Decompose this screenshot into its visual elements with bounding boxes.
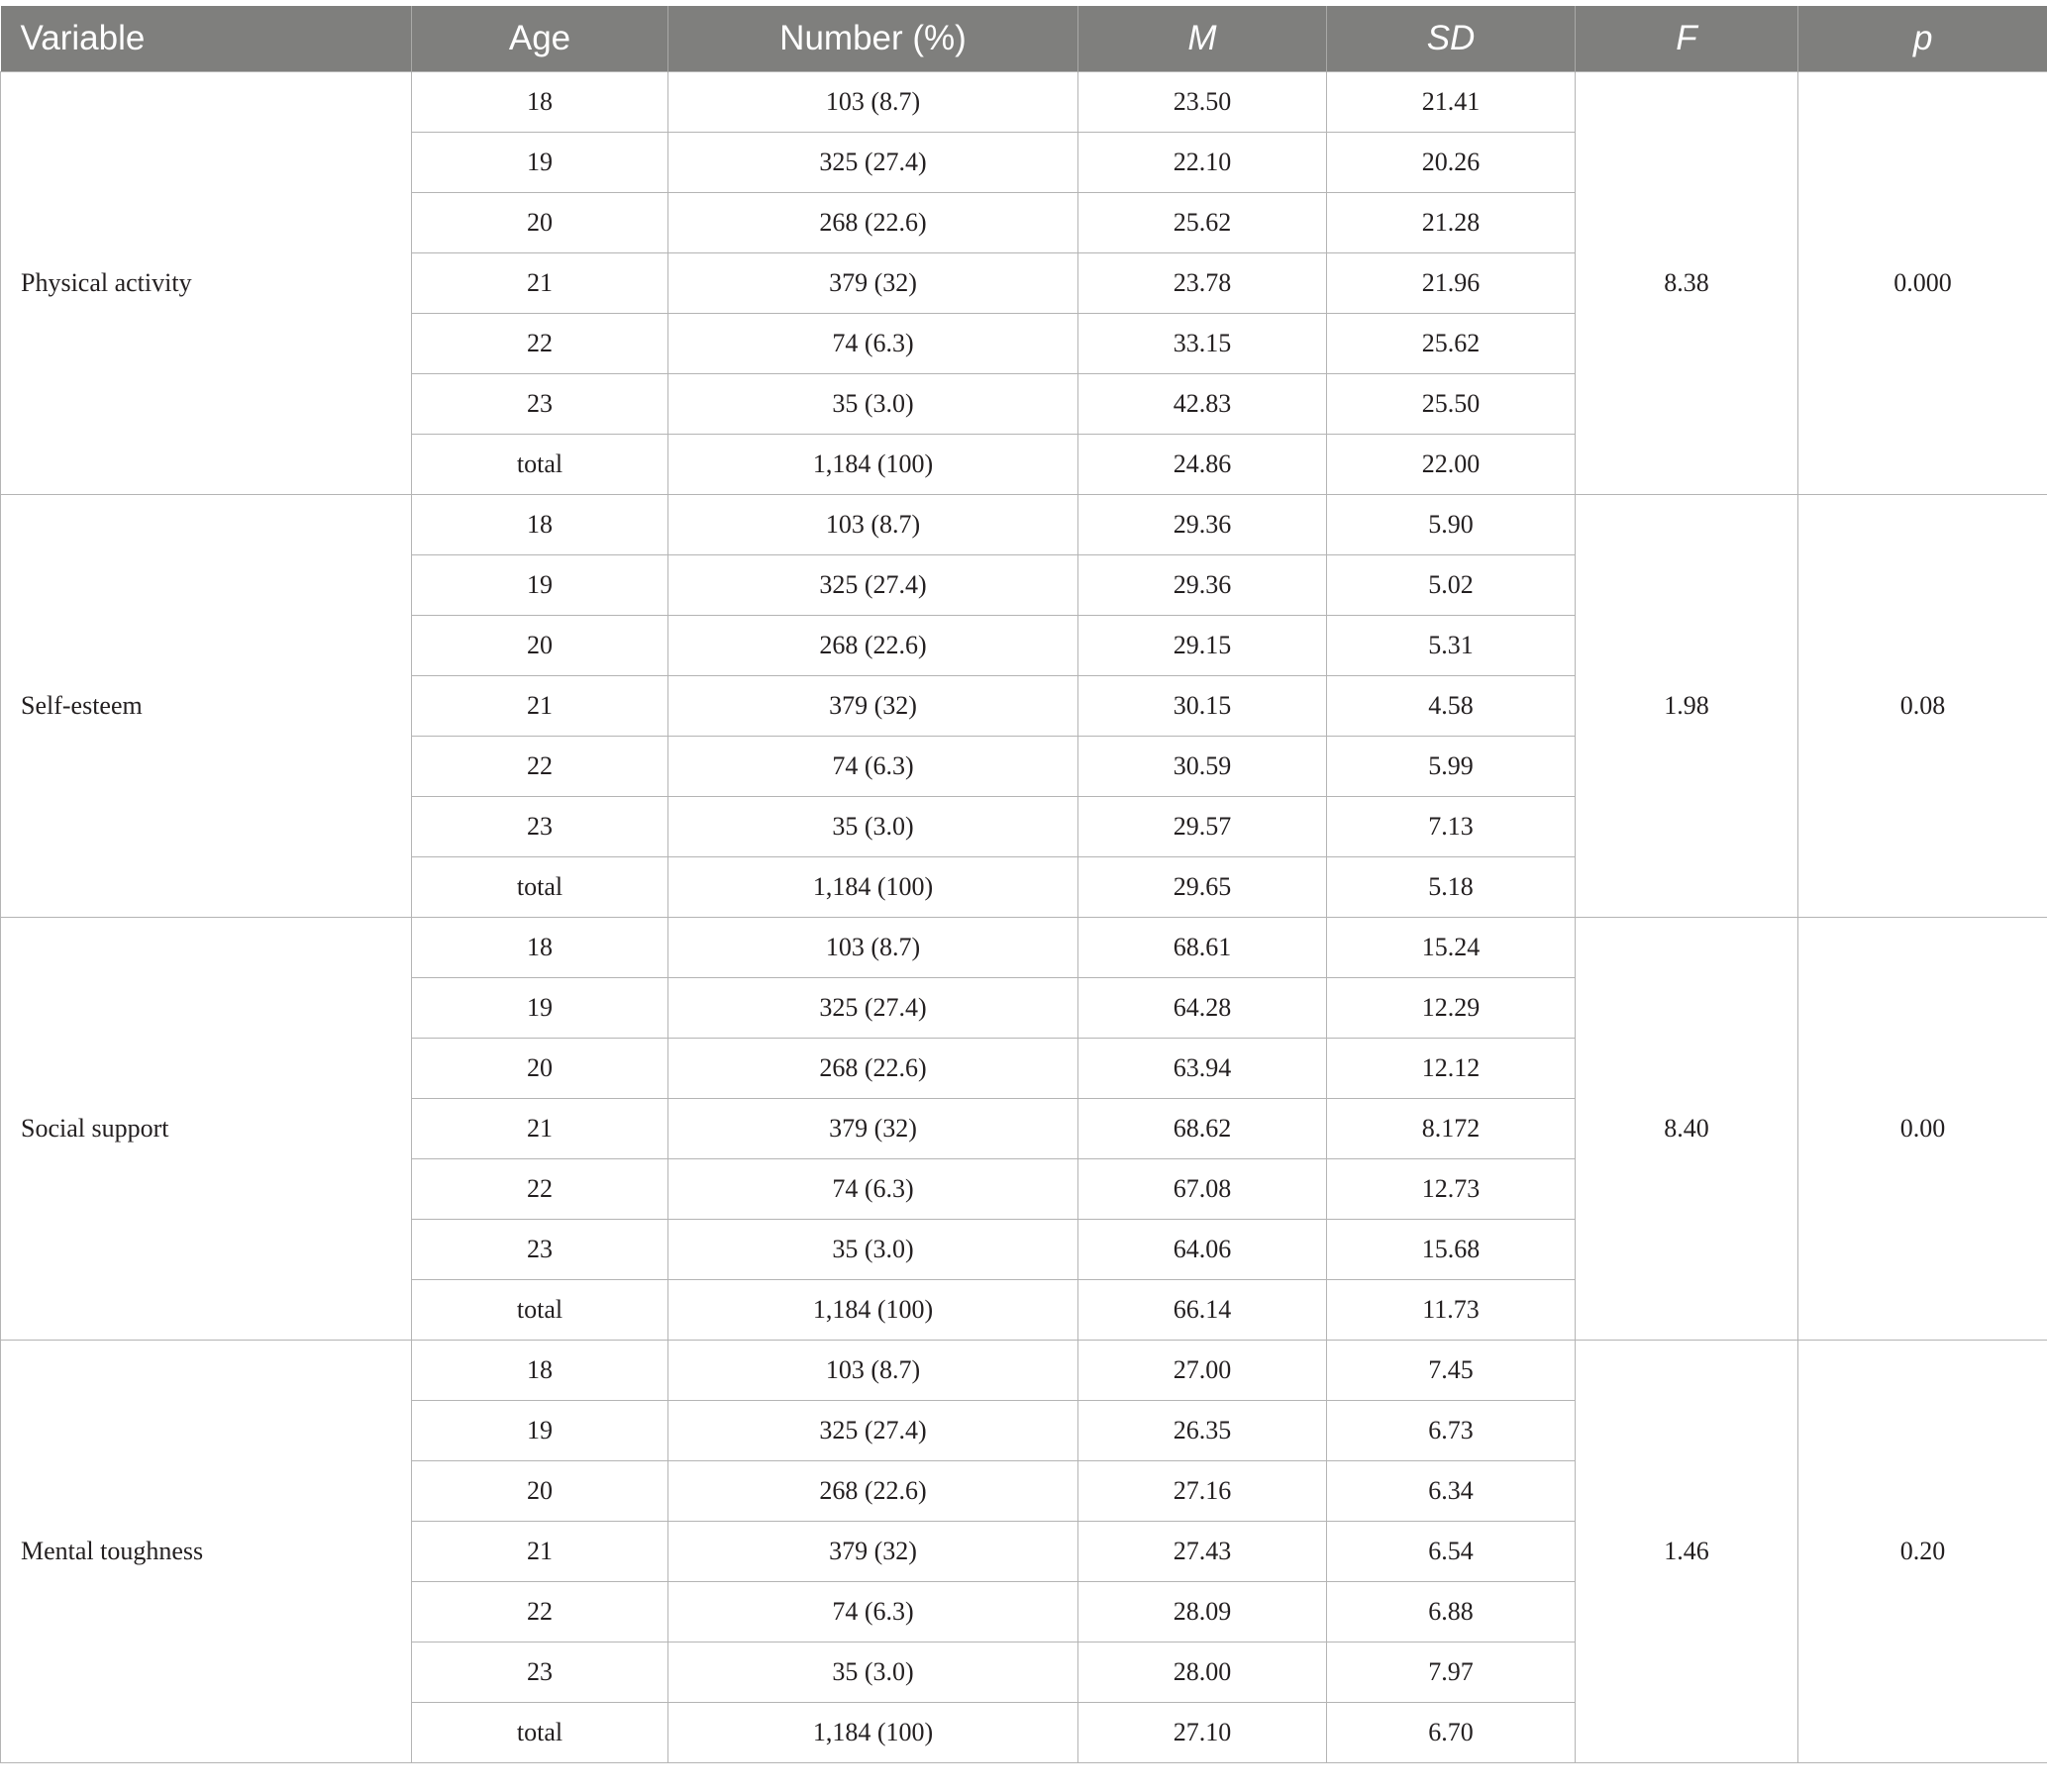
number-percent-cell: 1,184 (100) xyxy=(668,435,1078,495)
sd-cell: 25.62 xyxy=(1327,314,1576,374)
age-cell: 18 xyxy=(412,495,668,555)
header-mean: M xyxy=(1078,6,1327,72)
number-percent-cell: 1,184 (100) xyxy=(668,1280,1078,1341)
sd-cell: 4.58 xyxy=(1327,676,1576,737)
age-cell: 20 xyxy=(412,1461,668,1522)
sd-cell: 12.29 xyxy=(1327,978,1576,1039)
mean-cell: 29.65 xyxy=(1078,857,1327,918)
number-percent-cell: 74 (6.3) xyxy=(668,1582,1078,1643)
mean-cell: 27.16 xyxy=(1078,1461,1327,1522)
age-cell: 23 xyxy=(412,1220,668,1280)
header-f: F xyxy=(1576,6,1798,72)
age-cell: 22 xyxy=(412,314,668,374)
age-cell: total xyxy=(412,1703,668,1763)
mean-cell: 27.10 xyxy=(1078,1703,1327,1763)
number-percent-cell: 35 (3.0) xyxy=(668,1643,1078,1703)
number-percent-cell: 74 (6.3) xyxy=(668,314,1078,374)
mean-cell: 23.50 xyxy=(1078,72,1327,133)
sd-cell: 15.68 xyxy=(1327,1220,1576,1280)
p-value-cell: 0.08 xyxy=(1798,495,2047,918)
number-percent-cell: 268 (22.6) xyxy=(668,1039,1078,1099)
number-percent-cell: 1,184 (100) xyxy=(668,857,1078,918)
sd-cell: 6.88 xyxy=(1327,1582,1576,1643)
mean-cell: 64.28 xyxy=(1078,978,1327,1039)
number-percent-cell: 268 (22.6) xyxy=(668,616,1078,676)
f-value-cell: 8.40 xyxy=(1576,918,1798,1341)
mean-cell: 66.14 xyxy=(1078,1280,1327,1341)
mean-cell: 24.86 xyxy=(1078,435,1327,495)
age-cell: 21 xyxy=(412,676,668,737)
p-value-cell: 0.000 xyxy=(1798,72,2047,495)
mean-cell: 42.83 xyxy=(1078,374,1327,435)
number-percent-cell: 74 (6.3) xyxy=(668,1159,1078,1220)
statistics-table xyxy=(0,6,2047,1763)
f-value-cell: 1.46 xyxy=(1576,1341,1798,1763)
mean-cell: 28.09 xyxy=(1078,1582,1327,1643)
table-row xyxy=(1,918,2047,978)
p-value-cell: 0.20 xyxy=(1798,1341,2047,1763)
f-value-cell: 8.38 xyxy=(1576,72,1798,495)
mean-cell: 67.08 xyxy=(1078,1159,1327,1220)
sd-cell: 22.00 xyxy=(1327,435,1576,495)
mean-cell: 23.78 xyxy=(1078,253,1327,314)
number-percent-cell: 103 (8.7) xyxy=(668,918,1078,978)
age-cell: total xyxy=(412,435,668,495)
mean-cell: 22.10 xyxy=(1078,133,1327,193)
number-percent-cell: 1,184 (100) xyxy=(668,1703,1078,1763)
sd-cell: 5.31 xyxy=(1327,616,1576,676)
age-cell: 22 xyxy=(412,1159,668,1220)
age-cell: 22 xyxy=(412,1582,668,1643)
number-percent-cell: 268 (22.6) xyxy=(668,193,1078,253)
mean-cell: 29.57 xyxy=(1078,797,1327,857)
age-cell: 23 xyxy=(412,1643,668,1703)
header-p: p xyxy=(1798,6,2047,72)
age-cell: 19 xyxy=(412,555,668,616)
table-body xyxy=(1,72,2047,1763)
number-percent-cell: 35 (3.0) xyxy=(668,1220,1078,1280)
variable-cell: Physical activity xyxy=(1,72,412,495)
age-cell: 23 xyxy=(412,374,668,435)
mean-cell: 30.59 xyxy=(1078,737,1327,797)
mean-cell: 63.94 xyxy=(1078,1039,1327,1099)
number-percent-cell: 325 (27.4) xyxy=(668,133,1078,193)
sd-cell: 6.73 xyxy=(1327,1401,1576,1461)
mean-cell: 27.43 xyxy=(1078,1522,1327,1582)
sd-cell: 7.13 xyxy=(1327,797,1576,857)
age-cell: 20 xyxy=(412,1039,668,1099)
mean-cell: 29.36 xyxy=(1078,495,1327,555)
variable-cell: Mental toughness xyxy=(1,1341,412,1763)
sd-cell: 21.41 xyxy=(1327,72,1576,133)
table-row xyxy=(1,495,2047,555)
sd-cell: 12.73 xyxy=(1327,1159,1576,1220)
header-sd: SD xyxy=(1327,6,1576,72)
variable-cell: Self-esteem xyxy=(1,495,412,918)
number-percent-cell: 268 (22.6) xyxy=(668,1461,1078,1522)
sd-cell: 20.26 xyxy=(1327,133,1576,193)
age-cell: total xyxy=(412,1280,668,1341)
number-percent-cell: 379 (32) xyxy=(668,1099,1078,1159)
f-value-cell: 1.98 xyxy=(1576,495,1798,918)
age-cell: 18 xyxy=(412,72,668,133)
number-percent-cell: 35 (3.0) xyxy=(668,797,1078,857)
age-cell: 21 xyxy=(412,253,668,314)
number-percent-cell: 35 (3.0) xyxy=(668,374,1078,435)
sd-cell: 25.50 xyxy=(1327,374,1576,435)
sd-cell: 5.90 xyxy=(1327,495,1576,555)
sd-cell: 11.73 xyxy=(1327,1280,1576,1341)
mean-cell: 30.15 xyxy=(1078,676,1327,737)
mean-cell: 26.35 xyxy=(1078,1401,1327,1461)
age-cell: 22 xyxy=(412,737,668,797)
sd-cell: 7.45 xyxy=(1327,1341,1576,1401)
age-cell: total xyxy=(412,857,668,918)
variable-cell: Social support xyxy=(1,918,412,1341)
mean-cell: 33.15 xyxy=(1078,314,1327,374)
header-number-percent: Number (%) xyxy=(668,6,1078,72)
number-percent-cell: 74 (6.3) xyxy=(668,737,1078,797)
sd-cell: 5.18 xyxy=(1327,857,1576,918)
age-cell: 18 xyxy=(412,1341,668,1401)
sd-cell: 6.70 xyxy=(1327,1703,1576,1763)
age-cell: 19 xyxy=(412,133,668,193)
mean-cell: 27.00 xyxy=(1078,1341,1327,1401)
mean-cell: 29.36 xyxy=(1078,555,1327,616)
sd-cell: 7.97 xyxy=(1327,1643,1576,1703)
sd-cell: 12.12 xyxy=(1327,1039,1576,1099)
age-cell: 19 xyxy=(412,1401,668,1461)
mean-cell: 68.61 xyxy=(1078,918,1327,978)
age-cell: 19 xyxy=(412,978,668,1039)
table-row xyxy=(1,1341,2047,1401)
number-percent-cell: 325 (27.4) xyxy=(668,978,1078,1039)
age-cell: 20 xyxy=(412,193,668,253)
sd-cell: 6.54 xyxy=(1327,1522,1576,1582)
age-cell: 18 xyxy=(412,918,668,978)
mean-cell: 25.62 xyxy=(1078,193,1327,253)
age-cell: 21 xyxy=(412,1522,668,1582)
p-value-cell: 0.00 xyxy=(1798,918,2047,1341)
table-row xyxy=(1,72,2047,133)
age-cell: 20 xyxy=(412,616,668,676)
number-percent-cell: 103 (8.7) xyxy=(668,72,1078,133)
mean-cell: 64.06 xyxy=(1078,1220,1327,1280)
header-variable: Variable xyxy=(1,6,412,72)
number-percent-cell: 103 (8.7) xyxy=(668,495,1078,555)
mean-cell: 29.15 xyxy=(1078,616,1327,676)
mean-cell: 68.62 xyxy=(1078,1099,1327,1159)
number-percent-cell: 103 (8.7) xyxy=(668,1341,1078,1401)
age-cell: 21 xyxy=(412,1099,668,1159)
sd-cell: 21.28 xyxy=(1327,193,1576,253)
header-row xyxy=(1,6,2047,72)
sd-cell: 8.172 xyxy=(1327,1099,1576,1159)
number-percent-cell: 325 (27.4) xyxy=(668,555,1078,616)
number-percent-cell: 325 (27.4) xyxy=(668,1401,1078,1461)
sd-cell: 5.02 xyxy=(1327,555,1576,616)
sd-cell: 5.99 xyxy=(1327,737,1576,797)
header-age: Age xyxy=(412,6,668,72)
sd-cell: 6.34 xyxy=(1327,1461,1576,1522)
age-cell: 23 xyxy=(412,797,668,857)
mean-cell: 28.00 xyxy=(1078,1643,1327,1703)
sd-cell: 21.96 xyxy=(1327,253,1576,314)
number-percent-cell: 379 (32) xyxy=(668,676,1078,737)
number-percent-cell: 379 (32) xyxy=(668,253,1078,314)
number-percent-cell: 379 (32) xyxy=(668,1522,1078,1582)
sd-cell: 15.24 xyxy=(1327,918,1576,978)
